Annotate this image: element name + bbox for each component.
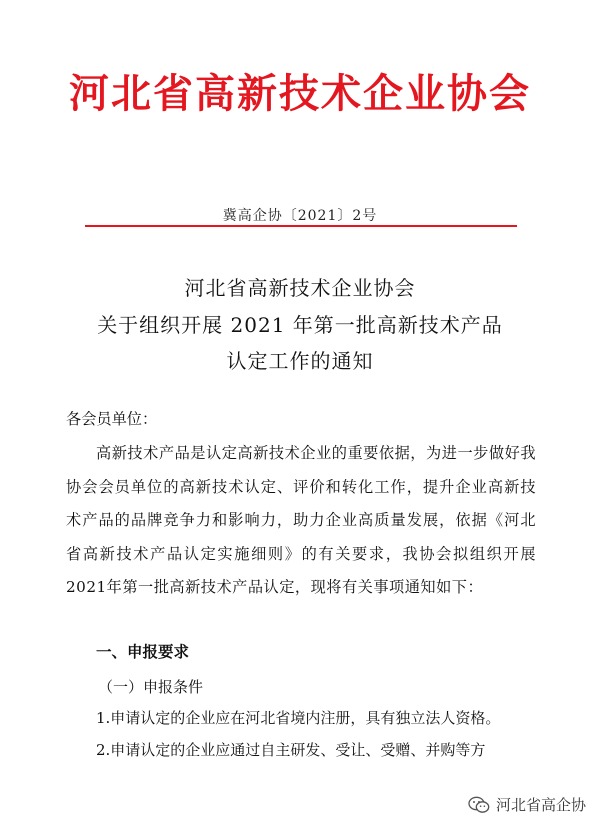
doc-title-line-2: 关于组织开展 2021 年第一批高新技术产品 xyxy=(97,313,503,337)
wechat-icon xyxy=(468,796,490,814)
watermark-text: 河北省高企协 xyxy=(495,796,586,814)
red-divider xyxy=(85,225,517,227)
header-title: 河北省高新技术企业协会 xyxy=(69,70,531,117)
doc-title-line-3: 认定工作的通知 xyxy=(226,349,374,373)
doc-title-line-1: 河北省高新技术企业协会 xyxy=(184,276,416,300)
section-heading: 一、申报要求 xyxy=(96,643,190,661)
subsection-heading: （一）申报条件 xyxy=(98,678,204,696)
list-item: 2.申请认定的企业应通过自主研发、受让、受赠、并购等方 xyxy=(96,741,486,759)
watermark xyxy=(468,794,586,815)
doc-number: 冀高企协〔2021〕2号 xyxy=(222,208,378,224)
list-item: 1.申请认定的企业应在河北省境内注册，具有独立法人资格。 xyxy=(96,709,501,727)
body-paragraph: 高新技术产品是认定高新技术企业的重要依据，为进一步做好我协会会员单位的高新技术认定、评价和转化工作，提升企业高新技术产品的品牌竞争力和影响力，助力企业高质量发展，依据《河北省高新技术产品认定实施细则》的有关要求，我协会拟组织开展2021年第一批高新技术产品认定，现将有关事项通知如下： xyxy=(66,444,536,596)
salutation: 各会员单位： xyxy=(66,410,158,428)
